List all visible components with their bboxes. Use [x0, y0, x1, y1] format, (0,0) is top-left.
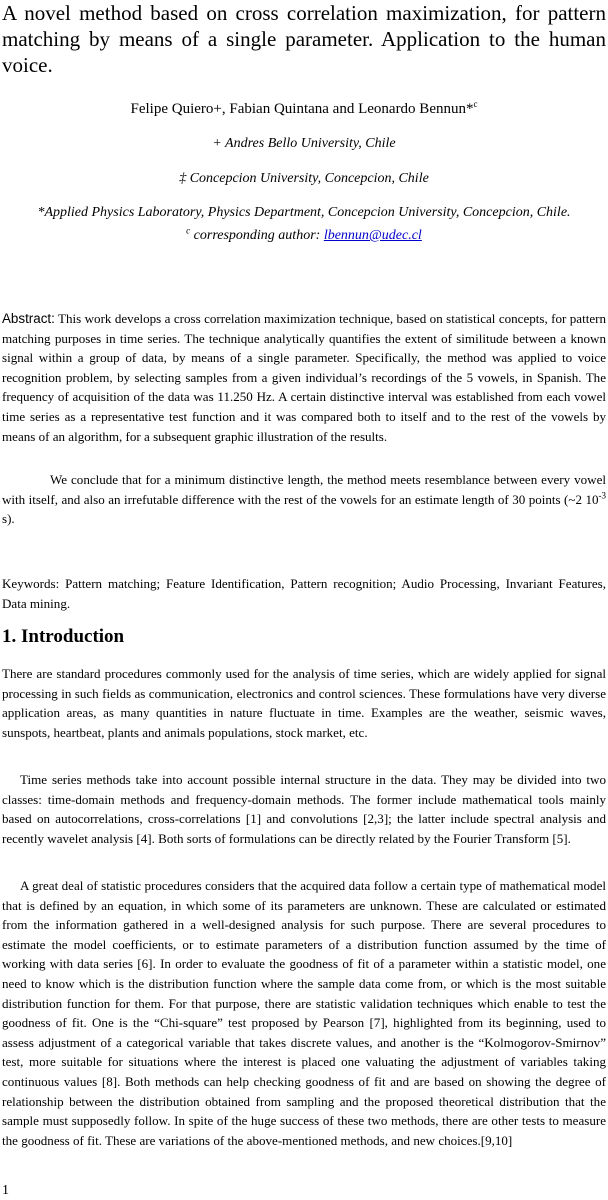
corresponding-superscript: c — [186, 225, 191, 236]
corresponding-email-link[interactable]: lbennun@udec.cl — [323, 228, 422, 243]
abstract-text: This work develops a cross correlation maximization technique, based on statistical concepts, for pattern matching purposes in time series. The technique analytically quantifies the extent of similitude between a known signal within a group of data, by means of a single parameter. Specifically, the method was applied to voice recognition problem, by selecting samples from a given individual’s recordings of the 5 vowels, in Spanish. The frequency of acquisition of the data was 11.250 Hz. A certain distinctive interval was established from each vowel time series as a representative test function and it was compared both to itself and to the rest of the vowels by means of an algorithm, for a subsequent graphic illustration of the results. — [2, 311, 606, 444]
page-number: 1 — [2, 1183, 9, 1198]
conclusion-text: We conclude that for a minimum distinctive length, the method meets resemblance between every vowel with itself, and also an irrefutable difference with the rest of the vowels for an estimate length of 30 points (~2 10 — [2, 472, 606, 507]
paper-title: A novel method based on cross correlation maximization, for pattern matching by means of a single parameter. Application to the human voice. — [2, 1, 606, 77]
corresponding-author — [0, 227, 608, 244]
affiliation-concepcion: ‡ Concepcion University, Concepcion, Chile — [179, 171, 429, 186]
intro-paragraph-2: Time series methods take into account possible internal structure in the data. They may be divided into two classes: time-domain methods and frequency-domain methods. The former include mathematical tools mainly based on autocorrelations, cross-correlations [1] and convolutions [2,3]; the latter include spectral analysis and recently wavelet analysis [4]. Both sorts of formulations can be directly related by the Fourier Transform [5]. — [2, 772, 606, 846]
author-names: Felipe Quiero+, Fabian Quintana and Leonardo Bennun* — [130, 101, 474, 117]
intro-paragraph-1: There are standard procedures commonly used for the analysis of time series, which are widely applied for signal processing in such fields as communication, electronics and control sciences. These formulations have very diverse application areas, as many quantities in nature fluctuate in time. Examples are the weather, seismic waves, sunspots, heartbeat, plants and animals populations, stock market, etc. — [2, 666, 606, 740]
corresponding-label: corresponding author: — [190, 228, 324, 243]
abstract-paragraph — [2, 309, 606, 446]
abstract-conclusion — [2, 470, 606, 529]
conclusion-exponent: -3 — [598, 490, 606, 501]
author-line — [0, 100, 608, 118]
intro-paragraph-3: A great deal of statistic procedures considers that the acquired data follow a certain type of mathematical model that is defined by an equation, in which some of its parameters are unknown. These are calculated or estimated from the information gathered in a well-designed analysis for such purpose. There are several procedures to estimate the model coefficients, or to estimate parameters of a distribution function assumed by the time of working with data series [6]. In order to evaluate the goodness of fit of a parameter within a statistic model, one need to know which is the distribution function where the sample data come from, or which is the most suitable distribution function for them. For that purpose, there are statistic validation techniques which enable to test the goodness of fit. One is the “Chi-square” test proposed by Pearson [7], highlighted from its beginning, used to assess adjustment of a categorical variable that takes discrete values, and another is the “Kolmogorov-Smirnov” test, more suitable for situations where the interest is placed one valuating the adjustment of variables taking continuous values [8]. Both methods can help checking goodness of fit and are based on showing the degree of relationship between the distribution obtained from sampling and the proposed theoretical distribution that the sample must supposedly follow. In spite of the huge success of these two methods, there are other tests to measure the goodness of fit. These are variations of the above-mentioned methods, and new choices.[9,10] — [2, 878, 606, 1148]
affiliation-physics-lab: *Applied Physics Laboratory, Physics Department, Concepcion University, Concepcion, Chile. — [37, 205, 571, 220]
abstract-heading: Abstract: — [2, 311, 55, 326]
affiliation-andres-bello: + Andres Bello University, Chile — [212, 136, 396, 151]
section-heading-introduction: 1. Introduction — [2, 626, 125, 647]
author-superscript: c — [473, 99, 478, 109]
keywords: Keywords: Pattern matching; Feature Identification, Pattern recognition; Audio Processing, Invariant Features, Data mining. — [2, 576, 606, 611]
conclusion-tail: s). — [2, 511, 15, 527]
